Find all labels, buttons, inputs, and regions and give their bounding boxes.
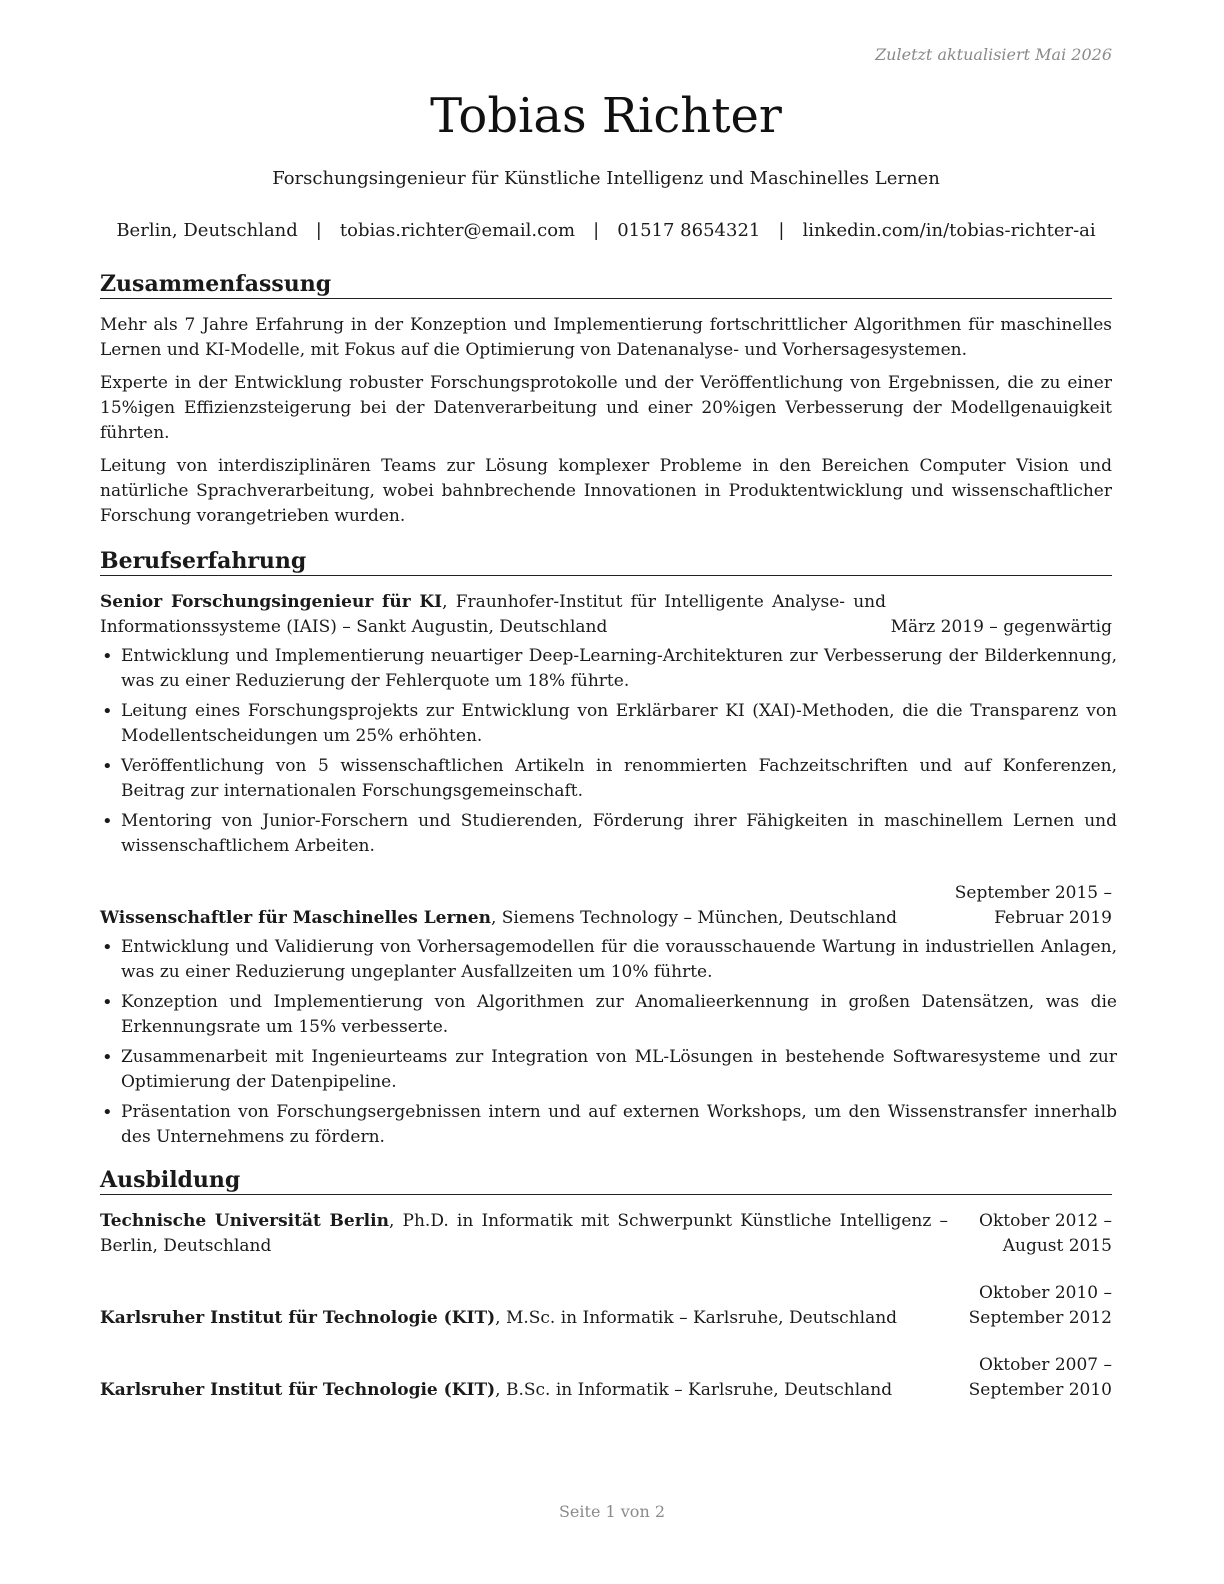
last-updated: Zuletzt aktualisiert Mai 2026 bbox=[875, 45, 1112, 64]
job-org: , Fraunhofer-Institut für Intelligente Analyse- und Informationssysteme (IAIS) – Sankt Augustin, Deutschland bbox=[100, 592, 887, 637]
education-dates: Oktober 2012 – August 2015 bbox=[979, 1211, 1112, 1256]
job-bullets bbox=[100, 644, 1117, 859]
job-bullets bbox=[100, 935, 1117, 1150]
job-entry bbox=[100, 881, 1117, 1150]
section-title-summary: Zusammenfassung bbox=[100, 270, 1112, 299]
list-item: • Konzeption und Implementierung von Algorithmen zur Anomalieerkennung in großen Datensätzen, was die Erkennungsrate um 15% verbesserte. bbox=[100, 990, 1117, 1040]
list-item: • Entwicklung und Implementierung neuartiger Deep-Learning-Architekturen zur Verbesserung der Bilderkennung, was zu einer Reduzierung der Fehlerquote um 18% führte. bbox=[100, 644, 1117, 694]
section-title-experience: Berufserfahrung bbox=[100, 547, 1112, 576]
contact-location: Berlin, Deutschland bbox=[116, 220, 298, 241]
education-school: Karlsruher Institut für Technologie (KIT) bbox=[100, 1308, 496, 1328]
education-entry bbox=[100, 1353, 1112, 1403]
contact-linkedin[interactable]: linkedin.com/in/tobias-richter-ai bbox=[802, 220, 1096, 241]
contact-separator: | bbox=[778, 220, 785, 241]
summary-paragraph: Mehr als 7 Jahre Erfahrung in der Konzeption und Implementierung fortschrittlicher Algorithmen für maschinelles Lernen und KI-Modelle, mit Fokus auf die Optimierung von Datenanalyse- und Vorhersagesystemen. bbox=[100, 315, 1112, 360]
list-item: • Präsentation von Forschungsergebnissen intern und auf externen Workshops, um den Wissenstransfer innerhalb des Unternehmens zu fördern. bbox=[100, 1100, 1117, 1150]
job-header bbox=[100, 881, 1112, 931]
education-dates: Oktober 2010 – September 2012 bbox=[968, 1283, 1112, 1328]
job-header bbox=[100, 590, 1112, 640]
person-name: Tobias Richter bbox=[430, 88, 782, 144]
experience-section bbox=[100, 547, 1117, 1150]
education-entry bbox=[100, 1281, 1112, 1331]
summary-paragraph: Leitung von interdisziplinären Teams zur Lösung komplexer Probleme in den Bereichen Computer Vision und natürliche Sprachverarbeitung, wobei bahnbrechende Innovationen in Produktentwicklung und wissenschaftlicher Forschung vorangetrieben wurden. bbox=[100, 456, 1112, 526]
contact-line bbox=[100, 219, 1112, 243]
education-dates: Oktober 2007 – September 2010 bbox=[968, 1355, 1112, 1400]
contact-phone: 01517 8654321 bbox=[617, 220, 761, 241]
education-entry bbox=[100, 1209, 1112, 1259]
job-dates: März 2019 – gegenwärtig bbox=[890, 617, 1112, 637]
job-org: , Siemens Technology – München, Deutschland bbox=[490, 908, 898, 928]
page-number: Seite 1 von 2 bbox=[558, 1502, 666, 1521]
education-section bbox=[100, 1166, 1112, 1403]
education-school: Technische Universität Berlin bbox=[100, 1211, 389, 1231]
education-detail: , M.Sc. in Informatik – Karlsruhe, Deutschland bbox=[495, 1308, 898, 1328]
education-detail: , Ph.D. in Informatik mit Schwerpunkt Künstliche Intelligenz – Berlin, Deutschland bbox=[100, 1211, 948, 1256]
job-role: Wissenschaftler für Maschinelles Lernen bbox=[100, 908, 491, 928]
summary-section bbox=[100, 270, 1112, 529]
resume-content bbox=[100, 270, 1117, 1425]
job-role: Senior Forschungsingenieur für KI bbox=[100, 592, 443, 612]
education-detail: , B.Sc. in Informatik – Karlsruhe, Deutschland bbox=[495, 1380, 893, 1400]
list-item: • Leitung eines Forschungsprojekts zur Entwicklung von Erklärbarer KI (XAI)-Methoden, die die Transparenz von Modellentscheidungen um 25% erhöhten. bbox=[100, 699, 1117, 749]
job-dates: September 2015 – Februar 2019 bbox=[954, 883, 1112, 928]
education-school: Karlsruher Institut für Technologie (KIT) bbox=[100, 1380, 496, 1400]
list-item: • Mentoring von Junior-Forschern und Studierenden, Förderung ihrer Fähigkeiten in maschinellem Lernen und wissenschaftlichem Arbeiten. bbox=[100, 809, 1117, 859]
section-title-education: Ausbildung bbox=[100, 1166, 1112, 1195]
summary-paragraph: Experte in der Entwicklung robuster Forschungsprotokolle und der Veröffentlichung von Ergebnissen, die zu einer 15%igen Effizienzsteigerung bei der Datenverarbeitung und einer 20%igen Verbesserung der Modellgenauigkeit führten. bbox=[100, 373, 1112, 443]
job-title: Forschungsingenieur für Künstliche Intelligenz und Maschinelles Lernen bbox=[272, 168, 940, 189]
list-item: • Zusammenarbeit mit Ingenieurteams zur Integration von ML-Lösungen in bestehende Softwaresysteme und zur Optimierung der Datenpipeline. bbox=[100, 1045, 1117, 1095]
list-item: • Veröffentlichung von 5 wissenschaftlichen Artikeln in renommierten Fachzeitschriften und auf Konferenzen, Beitrag zur internationalen Forschungsgemeinschaft. bbox=[100, 754, 1117, 804]
contact-separator: | bbox=[593, 220, 600, 241]
contact-separator: | bbox=[315, 220, 322, 241]
contact-email[interactable]: tobias.richter@email.com bbox=[339, 220, 576, 241]
job-entry bbox=[100, 590, 1117, 859]
list-item: • Entwicklung und Validierung von Vorhersagemodellen für die vorausschauende Wartung in industriellen Anlagen, was zu einer Reduzierung ungeplanter Ausfallzeiten um 10% führte. bbox=[100, 935, 1117, 985]
